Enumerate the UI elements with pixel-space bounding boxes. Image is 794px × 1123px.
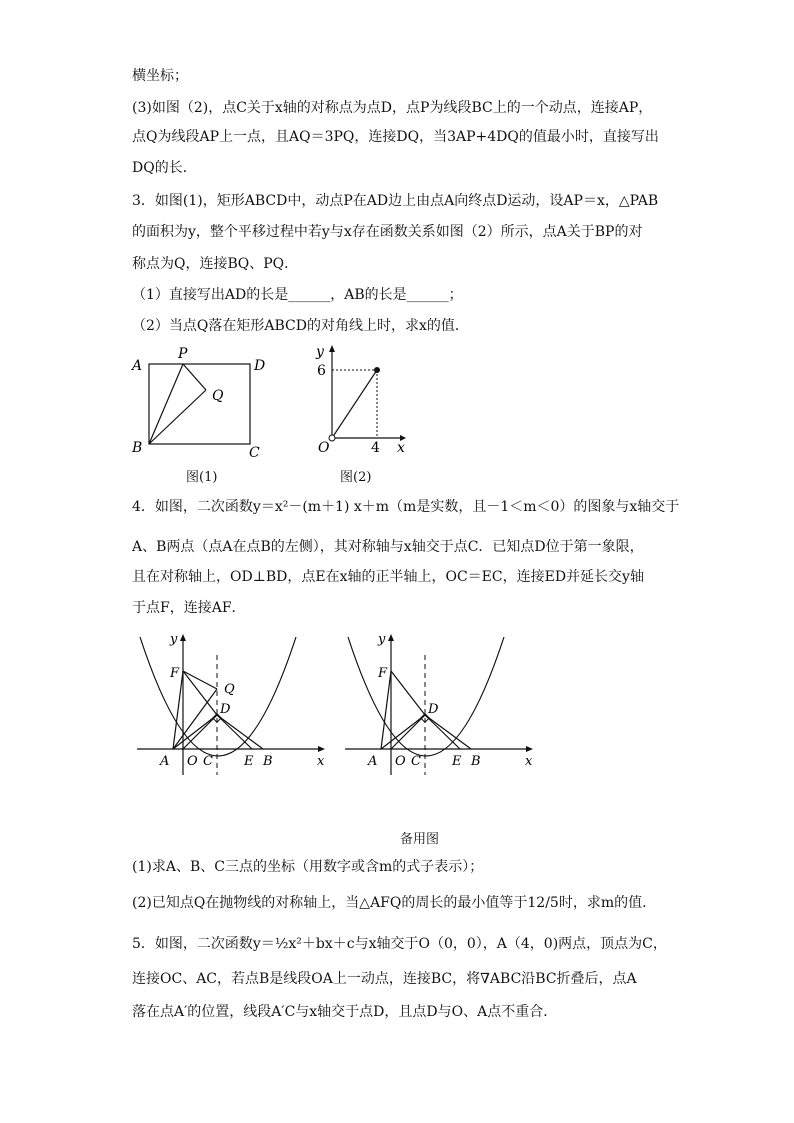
label-A: A — [160, 754, 170, 769]
label-A: A — [132, 358, 143, 374]
label-E: E — [452, 754, 462, 769]
label-4: 4 — [371, 440, 380, 456]
text-line-1: 横坐标； — [132, 68, 188, 84]
text-line-16: 5．如图，二次函数y＝½x²＋bx＋c与x轴交于O（0，0），A（4，0)两点，顶点为C， — [132, 936, 667, 952]
label-x: x — [317, 754, 325, 769]
label-C: C — [203, 754, 213, 769]
label-B: B — [132, 440, 143, 456]
label-y: y — [378, 632, 386, 647]
text-line-12: 且在对称轴上，OD⊥BD，点E在x轴的正半轴上，OC＝EC，连接ED并延长交y轴 — [132, 569, 644, 585]
text-line-11: A、B两点（点A在点B的左侧），其对称轴与x轴交于点C．已知点D位于第一象限， — [132, 539, 644, 555]
text-line-7: 称点为Q，连接BQ、PQ． — [132, 256, 299, 272]
label-x: x — [525, 754, 533, 769]
label-C: C — [411, 754, 421, 769]
label-D: D — [220, 702, 231, 717]
label-O: O — [187, 754, 198, 769]
label-6: 6 — [317, 363, 326, 379]
label-C: C — [249, 445, 260, 461]
figure-3-parabola — [132, 625, 332, 775]
label-Q: Q — [224, 682, 235, 697]
label-E: E — [244, 754, 254, 769]
figure-2-caption: 图(2) — [340, 470, 372, 485]
text-line-9: （2）当点Q落在矩形ABCD的对角线上时，求x的值． — [132, 318, 469, 334]
text-line-2: (3)如图（2)，点C关于x轴的对称点为点D，点P为线段BC上的一个动点，连接AP， — [132, 100, 653, 116]
label-Q: Q — [212, 388, 224, 404]
label-F: F — [378, 666, 388, 681]
label-O: O — [395, 754, 406, 769]
figure-1-caption: 图(1) — [186, 470, 218, 485]
label-A: A — [368, 754, 378, 769]
label-y: y — [316, 344, 324, 360]
text-line-18: 落在点A′的位置，线段A′C与x轴交于点D，且点D与O、A点不重合． — [132, 1004, 558, 1020]
text-line-4: DQ的长． — [132, 160, 197, 176]
figure-4-caption: 备用图 — [400, 832, 440, 847]
label-F: F — [170, 666, 180, 681]
label-O: O — [318, 440, 330, 456]
text-line-8: （1）直接写出AD的长是______，AB的长是______； — [132, 287, 463, 303]
text-line-17: 连接OC、AC，若点B是线段OA上一动点，连接BC，将∇ABC沿BC折叠后，点A — [132, 971, 637, 987]
text-line-14: (1)求A、B、C三点的坐标（用数字或含m的式子表示）； — [132, 859, 484, 875]
label-y: y — [170, 632, 178, 647]
text-line-13: 于点F，连接AF． — [132, 600, 246, 616]
label-B: B — [471, 754, 481, 769]
label-P: P — [178, 346, 188, 362]
figure-1-rectangle — [128, 340, 278, 465]
figure-2-graph — [300, 338, 420, 463]
text-line-15: (2)已知点Q在抛物线的对称轴上，当△AFQ的周长的最小值等于12/5时，求m的值． — [132, 895, 657, 911]
label-x: x — [397, 440, 405, 456]
label-D: D — [428, 702, 439, 717]
text-line-10: 4．如图，二次函数y＝x²－(m＋1) x＋m（m是实数，且－1＜m＜0）的图象与x轴交于 — [132, 499, 680, 515]
label-D: D — [254, 358, 266, 374]
text-line-5: 3．如图(1)，矩形ABCD中，动点P在AD边上由点A向终点D运动，设AP＝x，△PAB — [132, 193, 659, 209]
figure-4-backup — [340, 625, 540, 775]
label-B: B — [263, 754, 273, 769]
text-line-3: 点Q为线段AP上一点，且AQ＝3PQ，连接DQ，当3AP+4DQ的值最小时，直接写出 — [132, 129, 659, 145]
text-line-6: 的面积为y，整个平移过程中若y与x存在函数关系如图（2）所示，点A关于BP的对 — [132, 224, 643, 240]
